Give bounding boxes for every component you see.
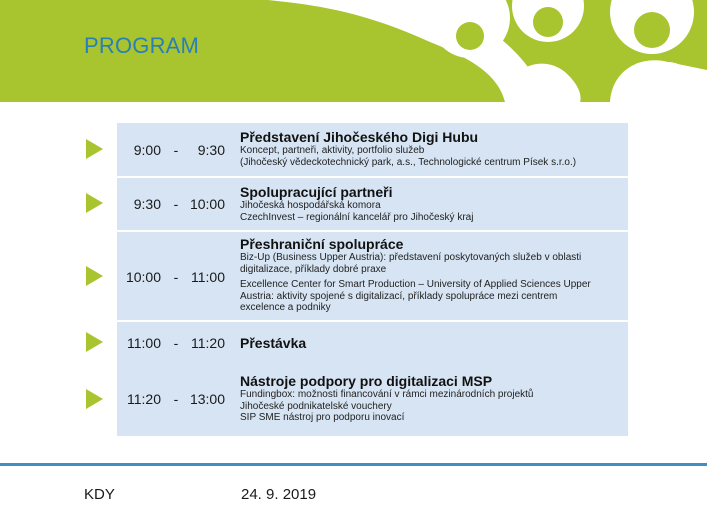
agenda-item-line: Excellence Center for Smart Production – University of Applied Sciences Upper <box>240 279 591 290</box>
agenda-row <box>117 322 628 367</box>
agenda-item-title: Nástroje podpory pro digitalizaci MSP <box>240 373 493 389</box>
footer-divider <box>0 463 707 466</box>
time-end: 9:30 <box>197 142 225 158</box>
footer-label: KDY <box>84 486 115 503</box>
agenda-item-content <box>240 184 625 223</box>
bullet-arrow-icon <box>86 266 103 286</box>
agenda-item-line: Fundingbox: možnosti financování v rámci mezinárodních projektů <box>240 389 534 400</box>
agenda-row <box>117 178 628 230</box>
time-end: 11:20 <box>191 335 225 351</box>
agenda-item-title: Přeshraniční spolupráce <box>240 236 404 252</box>
agenda-row <box>117 367 628 436</box>
time-end: 11:00 <box>191 269 225 285</box>
bullet-arrow-icon <box>86 389 103 409</box>
agenda-item-line: Biz-Up (Business Upper Austria): představení poskytovaných služeb v oblasti <box>240 252 582 263</box>
agenda-item-content <box>240 129 625 168</box>
agenda-table <box>117 123 628 436</box>
time-dash: - <box>173 142 179 158</box>
agenda-item-line: Koncept, partneři, aktivity, portfolio služeb <box>240 145 425 156</box>
time-start: 9:00 <box>133 142 161 158</box>
agenda-row <box>117 123 628 176</box>
time-start: 9:30 <box>133 196 161 212</box>
bullet-arrow-icon <box>86 139 103 159</box>
agenda-item-title: Představení Jihočeského Digi Hubu <box>240 129 479 145</box>
agenda-item-content <box>240 236 625 314</box>
time-start: 10:00 <box>125 269 161 285</box>
time-dash: - <box>173 335 179 351</box>
page-title: PROGRAM <box>84 33 200 58</box>
time-end: 13:00 <box>189 391 225 407</box>
agenda-item-line: digitalizace, příklady dobré praxe <box>240 263 387 275</box>
agenda-item-title: Spolupracující partneři <box>240 184 393 200</box>
time-dash: - <box>173 196 179 212</box>
footer-date: 24. 9. 2019 <box>241 486 317 503</box>
time-start: 11:00 <box>127 335 161 351</box>
agenda-item-line: Jihočeské podnikatelské vouchery <box>240 400 392 412</box>
agenda-item-line: excelence a podniky <box>240 302 331 313</box>
bullet-arrow-icon <box>86 193 103 213</box>
bullet-arrow-icon <box>86 332 103 352</box>
time-end: 10:00 <box>189 196 225 212</box>
agenda-item-title: Přestávka <box>240 335 307 351</box>
agenda-row <box>117 232 628 320</box>
agenda-item-line: CzechInvest – regionální kancelář pro Jihočeský kraj <box>240 211 474 223</box>
time-start: 11:20 <box>127 391 161 407</box>
agenda-item-line: Austria: aktivity spojené s digitalizací, příklady spolupráce mezi centrem <box>240 290 558 302</box>
time-dash: - <box>173 391 179 407</box>
agenda-item-content <box>240 373 625 424</box>
agenda-item-line: SIP SME nástroj pro podporu inovací <box>240 412 405 423</box>
agenda-item-line: Jihočeská hospodářská komora <box>240 200 381 211</box>
agenda-item-content <box>240 335 625 351</box>
agenda-item-line: (Jihočeský vědeckotechnický park, a.s., Technologické centrum Písek s.r.o.) <box>240 156 577 168</box>
time-dash: - <box>173 269 179 285</box>
